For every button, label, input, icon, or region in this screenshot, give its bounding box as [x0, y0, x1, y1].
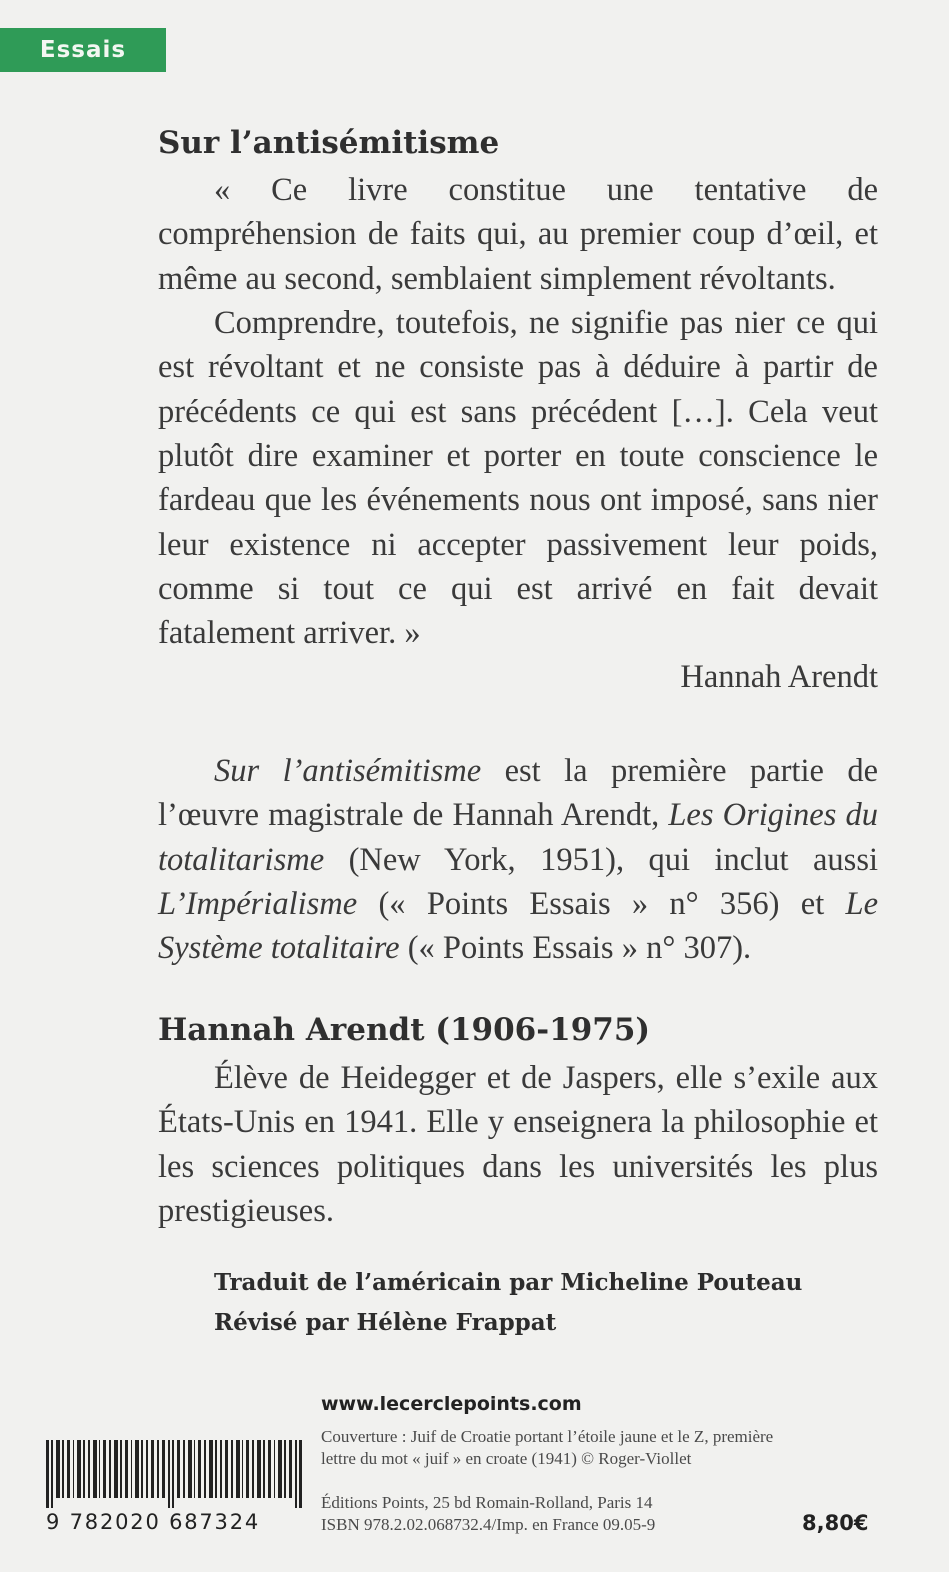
reviser-credit: Révisé par Hélène Frappat — [214, 1309, 557, 1336]
author-section — [158, 1012, 878, 1233]
book-origines: Les Origines du totalitarisme — [158, 797, 878, 878]
translator-credit: Traduit de l’américain par Micheline Pouteau — [214, 1269, 803, 1296]
author-heading: Hannah Arendt (1906-1975) — [158, 1012, 651, 1048]
description-text-c: (« Points Essais » n° 356) et — [357, 885, 846, 922]
cover-credit: Couverture : Juif de Croatie portant l’étoile jaune et le Z, première lettre du mot « juif » en croate (1941) © Roger-Viollet — [321, 1427, 774, 1468]
price: 8,80€ — [802, 1511, 869, 1535]
isbn-line: ISBN 978.2.02.068732.4/Imp. en France 09.05-9 — [321, 1515, 656, 1534]
barcode-icon — [46, 1440, 302, 1508]
description-text-a: est la première partie de l’œuvre magistrale de Hannah Arendt, — [158, 753, 879, 834]
description-section — [158, 749, 878, 970]
barcode-number: 9 782020 687324 — [46, 1510, 261, 1534]
website-url[interactable]: www.lecerclepoints.com — [321, 1393, 582, 1415]
description-text-d: (« Points Essais » n° 307). — [399, 930, 752, 967]
book-title-heading: Sur l’antisémitisme — [158, 125, 500, 161]
quote-attribution: Hannah Arendt — [680, 659, 878, 696]
author-bio: Élève de Heidegger et de Jaspers, elle s’exile aux États-Unis en 1941. Elle y enseignera la philosophie et les sciences politiques dans les universités les plus prestigieuses. — [158, 1060, 878, 1230]
quote-paragraph-1: « Ce livre constitue une tentative de compréhension de faits qui, au premier coup d’œil, et même au second, semblaient simplement révoltants. — [158, 172, 878, 297]
description-paragraph — [158, 749, 878, 970]
quote-paragraph-2: Comprendre, toutefois, ne signifie pas nier ce qui est révoltant et ne consiste pas à déduire à partir de précédents ce qui est sans précédent […]. Cela veut plutôt dire examiner et porter en toute conscience le fardeau que les événements nous ont imposé, sans nier leur existence ni accepter passivement leur poids, comme si tout ce qui est arrivé en fait devait fatalement arriver. » — [158, 305, 878, 652]
title-italic: Sur l’antisémitisme — [214, 753, 482, 789]
series-label: Essais — [0, 28, 166, 72]
description-text-b: (New York, 1951), qui inclut aussi — [324, 841, 878, 878]
book-imperialisme: L’Impérialisme — [158, 885, 358, 922]
quote-section — [158, 125, 878, 700]
publisher-address: Éditions Points, 25 bd Romain-Rolland, Paris 14 — [321, 1493, 653, 1512]
book-systeme: Le Système totalitaire — [158, 885, 878, 967]
